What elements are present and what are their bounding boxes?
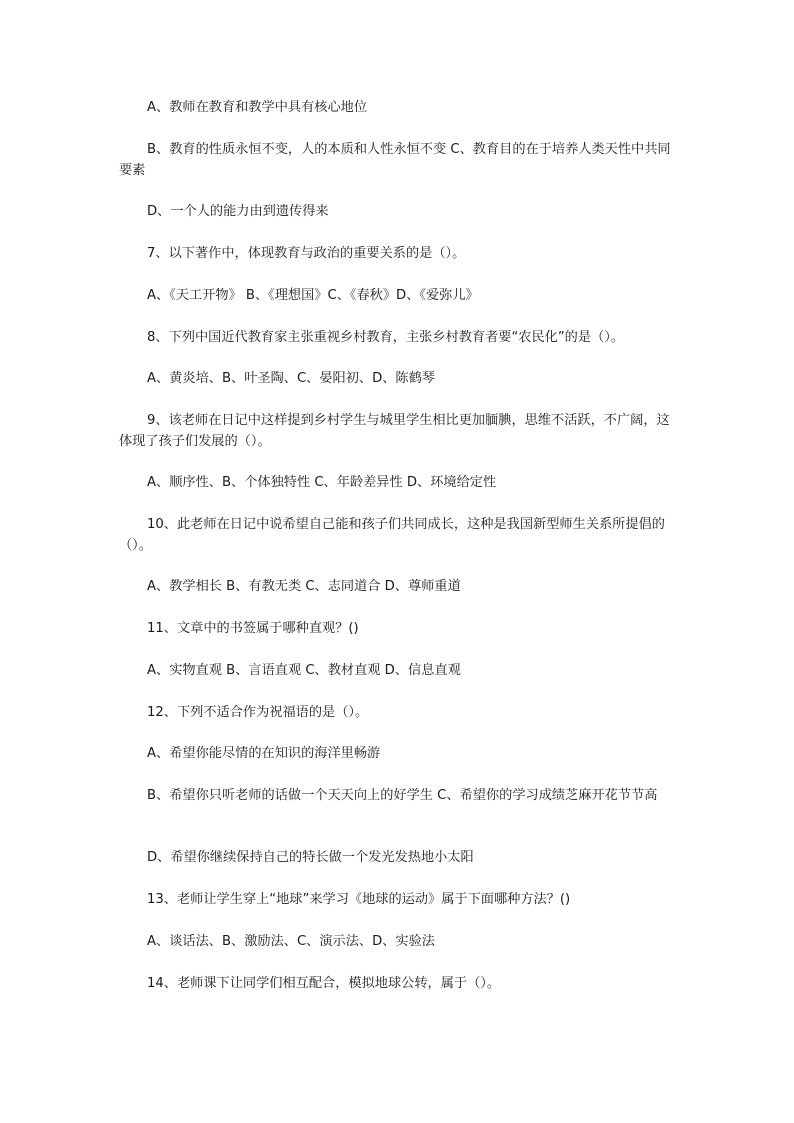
- question-7-options: A、《天工开物》 B、《理想国》C、《春秋》D、《爱弥儿》: [147, 288, 479, 303]
- question-10: 10、此老师在日记中说希望自己能和孩子们共同成长，这种是我国新型师生关系所提倡的（）。: [119, 517, 665, 553]
- question-12-option-a: A、希望你能尽情的在知识的海洋里畅游: [147, 746, 381, 761]
- question-10-options: A、教学相长 B、有教无类 C、志同道合 D、尊师重道: [147, 579, 461, 594]
- question-13: 13、老师让学生穿上“地球”来学习《地球的运动》属于下面哪种方法？(): [147, 892, 571, 907]
- question-12-option-b-c: B、希望你只听老师的话做一个天天向上的好学生 C、希望你的学习成绩芝麻开花节节高: [147, 788, 658, 803]
- question-8: 8、下列中国近代教育家主张重视乡村教育，主张乡村教育者要“农民化”的是（）。: [147, 330, 625, 345]
- option-line-b-c: B、教育的性质永恒不变，人的本质和人性永恒不变 C、教育目的在于培养人类天性中共同要素: [119, 142, 671, 178]
- question-13-options: A、谈话法、B、激励法、C、演示法、D、实验法: [147, 934, 435, 949]
- option-line-a: A、教师在教育和教学中具有核心地位: [147, 100, 368, 115]
- question-9-options: A、顺序性、B、个体独特性 C、年龄差异性 D、环境给定性: [147, 475, 497, 490]
- question-14: 14、老师课下让同学们相互配合，模拟地球公转，属于（）。: [147, 976, 501, 991]
- option-line-d: D、一个人的能力由到遗传得来: [147, 204, 329, 219]
- question-11-options: A、实物直观 B、言语直观 C、教材直观 D、信息直观: [147, 663, 461, 678]
- question-12: 12、下列不适合作为祝福语的是（）。: [147, 705, 369, 720]
- question-12-option-d: D、希望你继续保持自己的特长做一个发光发热地小太阳: [147, 850, 474, 865]
- question-11: 11、文章中的书签属于哪种直观？(): [147, 621, 359, 636]
- question-7: 7、以下著作中，体现教育与政治的重要关系的是（）。: [147, 246, 466, 261]
- question-9: 9、该老师在日记中这样提到乡村学生与城里学生相比更加腼腆，思维不活跃，不广阔，这体现了孩子们发展的（）。: [119, 413, 670, 449]
- question-8-options: A、黄炎培、B、叶圣陶、C、晏阳初、D、陈鹤琴: [147, 371, 435, 386]
